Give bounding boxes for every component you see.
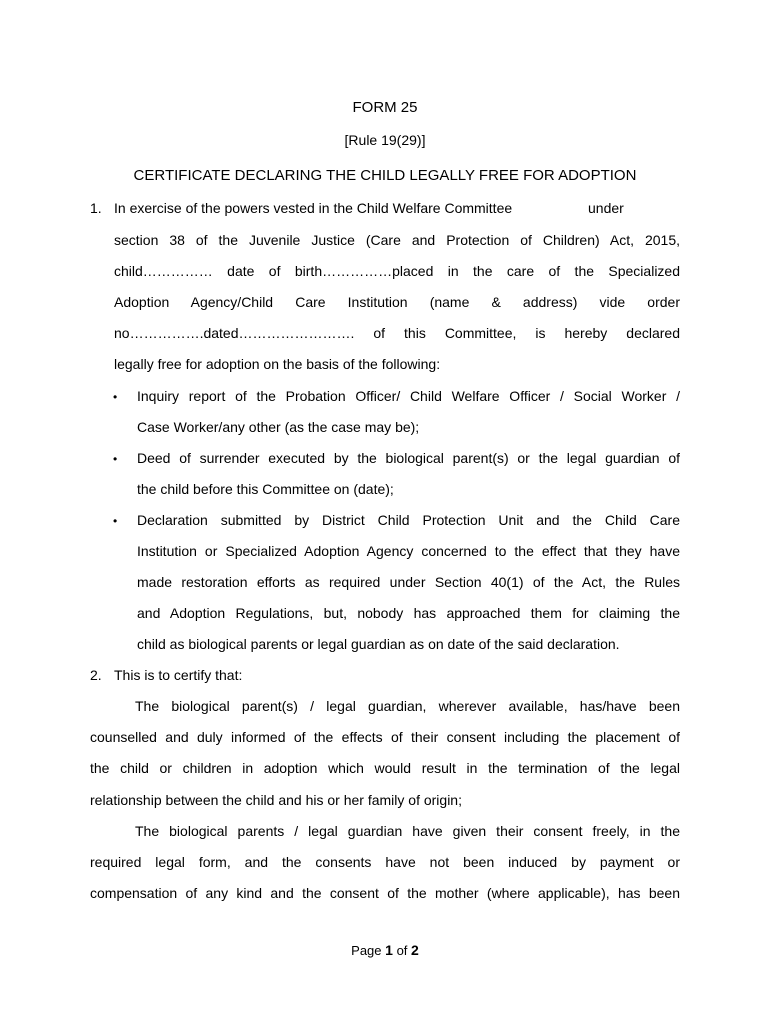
bullet-1-symbol: •: [113, 390, 118, 404]
item-1-line-3: child…………… date of birth……………placed in the care of the Specialized: [114, 263, 680, 279]
paragraph-2-line-1: The biological parents / legal guardian have given their consent freely, in the: [135, 823, 680, 839]
bullet-2-line-1: Deed of surrender executed by the biological parent(s) or the legal guardian of: [137, 450, 680, 466]
bullet-3-line-5: child as biological parents or legal guardian as on date of the said declaration.: [137, 636, 620, 652]
item-1-line-6: legally free for adoption on the basis of the following:: [114, 356, 441, 372]
page-footer: [0, 942, 770, 959]
paragraph-1-line-1: The biological parent(s) / legal guardian, wherever available, has/have been: [135, 698, 680, 714]
bullet-1-line-2: Case Worker/any other (as the case may be);: [137, 419, 420, 435]
of-word: of: [396, 943, 408, 958]
page-word: Page: [351, 943, 382, 958]
item-1-number: 1.: [90, 200, 102, 216]
bullet-2-symbol: •: [113, 452, 118, 466]
paragraph-1-line-3: the child or children in adoption which would result in the termination of the legal: [90, 760, 680, 776]
item-2-lead: This is to certify that:: [114, 667, 243, 683]
item-1-line-2: section 38 of the Juvenile Justice (Care and Protection of Children) Act, 2015,: [114, 232, 680, 248]
form-number: FORM 25: [352, 99, 418, 116]
paragraph-2-line-3: compensation of any kind and the consent of the mother (where applicable), has been: [90, 885, 680, 901]
page-total: 2: [411, 942, 419, 958]
page-current: 1: [385, 942, 393, 958]
bullet-1-line-1: Inquiry report of the Probation Officer/ Child Welfare Officer / Social Worker /: [137, 388, 680, 404]
item-1-line-1-end: under: [588, 200, 624, 216]
paragraph-2-line-2: required legal form, and the consents have not been induced by payment or: [90, 854, 680, 870]
bullet-3-line-4: and Adoption Regulations, but, nobody has approached them for claiming the: [137, 605, 680, 621]
bullet-3-line-3: made restoration efforts as required under Section 40(1) of the Act, the Rules: [137, 574, 680, 590]
bullet-2-line-2: the child before this Committee on (date);: [137, 481, 394, 497]
paragraph-1-line-2: counselled and duly informed of the effects of their consent including the placement of: [90, 729, 680, 745]
bullet-3-symbol: •: [113, 514, 118, 528]
item-1-line-1: In exercise of the powers vested in the Child Welfare Committee: [114, 200, 513, 216]
bullet-3-line-2: Institution or Specialized Adoption Agency concerned to the effect that they have: [137, 543, 680, 559]
rule-reference: [Rule 19(29)]: [344, 132, 426, 148]
certificate-title: CERTIFICATE DECLARING THE CHILD LEGALLY FREE FOR ADOPTION: [133, 167, 637, 184]
paragraph-1-line-4: relationship between the child and his or her family of origin;: [90, 792, 462, 808]
item-1-line-4: Adoption Agency/Child Care Institution (name & address) vide order: [114, 294, 680, 310]
item-2-number: 2.: [90, 667, 102, 683]
item-1-line-5: no…………….dated……………………. of this Committee, is hereby declared: [114, 325, 680, 341]
bullet-3-line-1: Declaration submitted by District Child Protection Unit and the Child Care: [137, 512, 680, 528]
